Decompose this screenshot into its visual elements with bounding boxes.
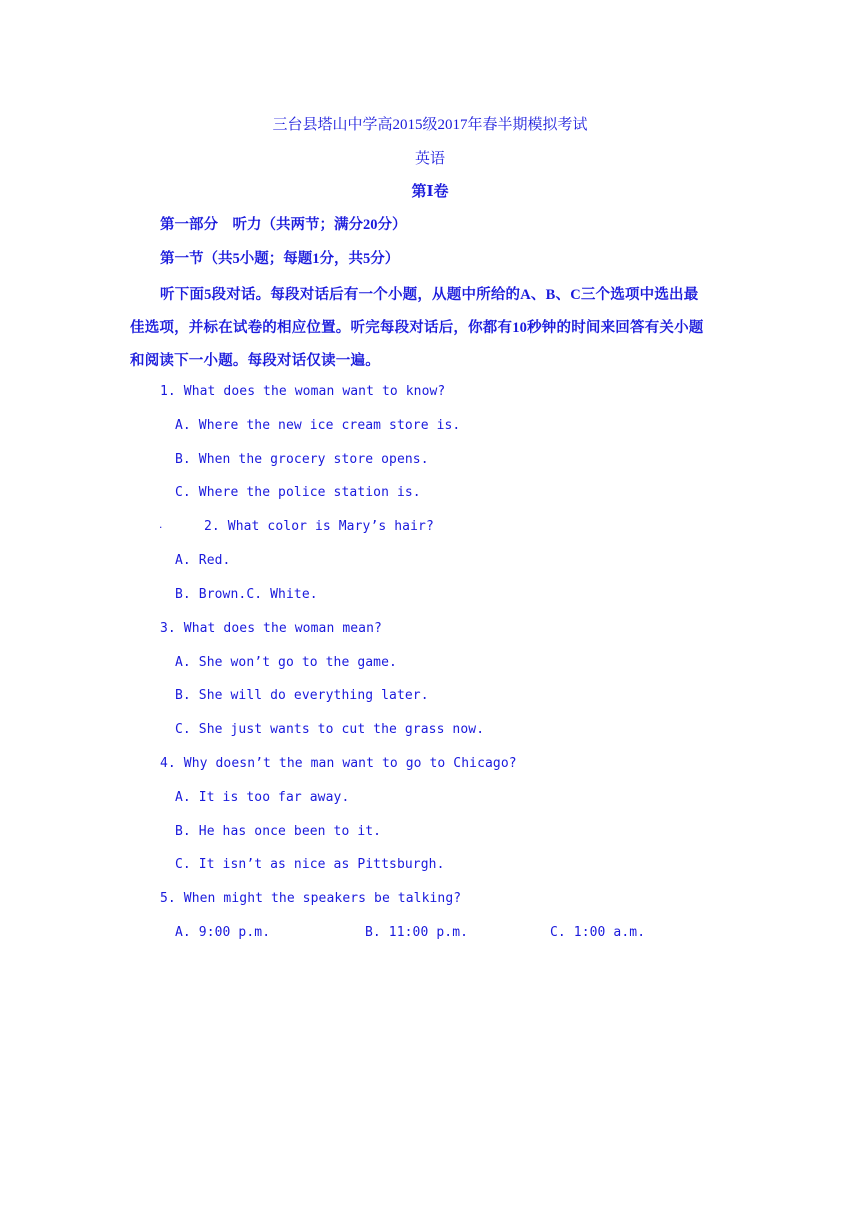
exam-title: 三台县塔山中学高2015级2017年春半期模拟考试 <box>272 117 588 133</box>
answer-option: A. She won’t go to the game. <box>175 655 397 670</box>
answer-option: C. Where the police station is. <box>175 485 421 500</box>
question-stem: 1. What does the woman want to know? <box>160 384 446 399</box>
answer-option: A. It is too far away. <box>175 790 350 805</box>
stray-mark: . <box>158 521 164 531</box>
subject-label: 英语 <box>414 151 445 167</box>
volume-label: 第Ⅰ卷 <box>411 184 449 200</box>
answer-option: A. 9:00 p.m. <box>175 925 271 940</box>
answer-option: C. 1:00 a.m. <box>550 925 646 940</box>
question-stem: 5. When might the speakers be talking? <box>160 891 462 906</box>
instruction-line: 和阅读下一小题。每段对话仅读一遍。 <box>130 353 380 369</box>
answer-option: B. When the grocery store opens. <box>175 452 429 467</box>
answer-option: B. Brown.C. White. <box>175 587 318 602</box>
question-stem: 3. What does the woman mean? <box>160 621 382 636</box>
answer-option: C. She just wants to cut the grass now. <box>175 722 485 737</box>
section-heading: 第一节（共5小题；每题1分，共5分） <box>160 251 400 267</box>
answer-option: B. 11:00 p.m. <box>365 925 469 940</box>
answer-option: A. Red. <box>175 553 231 568</box>
instruction-line: 佳选项，并标在试卷的相应位置。听完每段对话后，你都有10秒钟的时间来回答有关小题 <box>130 320 704 336</box>
answer-option: A. Where the new ice cream store is. <box>175 418 461 433</box>
answer-option: B. He has once been to it. <box>175 824 382 839</box>
question-stem: 2. What color is Mary’s hair? <box>204 519 434 534</box>
question-stem: 4. Why doesn’t the man want to go to Chicago? <box>160 756 517 771</box>
answer-option: C. It isn’t as nice as Pittsburgh. <box>175 857 445 872</box>
part-heading: 第一部分 听力（共两节；满分20分） <box>160 217 407 233</box>
instruction-line: 听下面5段对话。每段对话后有一个小题，从题中所给的A、B、C三个选项中选出最 <box>160 287 699 303</box>
answer-option: B. She will do everything later. <box>175 688 429 703</box>
